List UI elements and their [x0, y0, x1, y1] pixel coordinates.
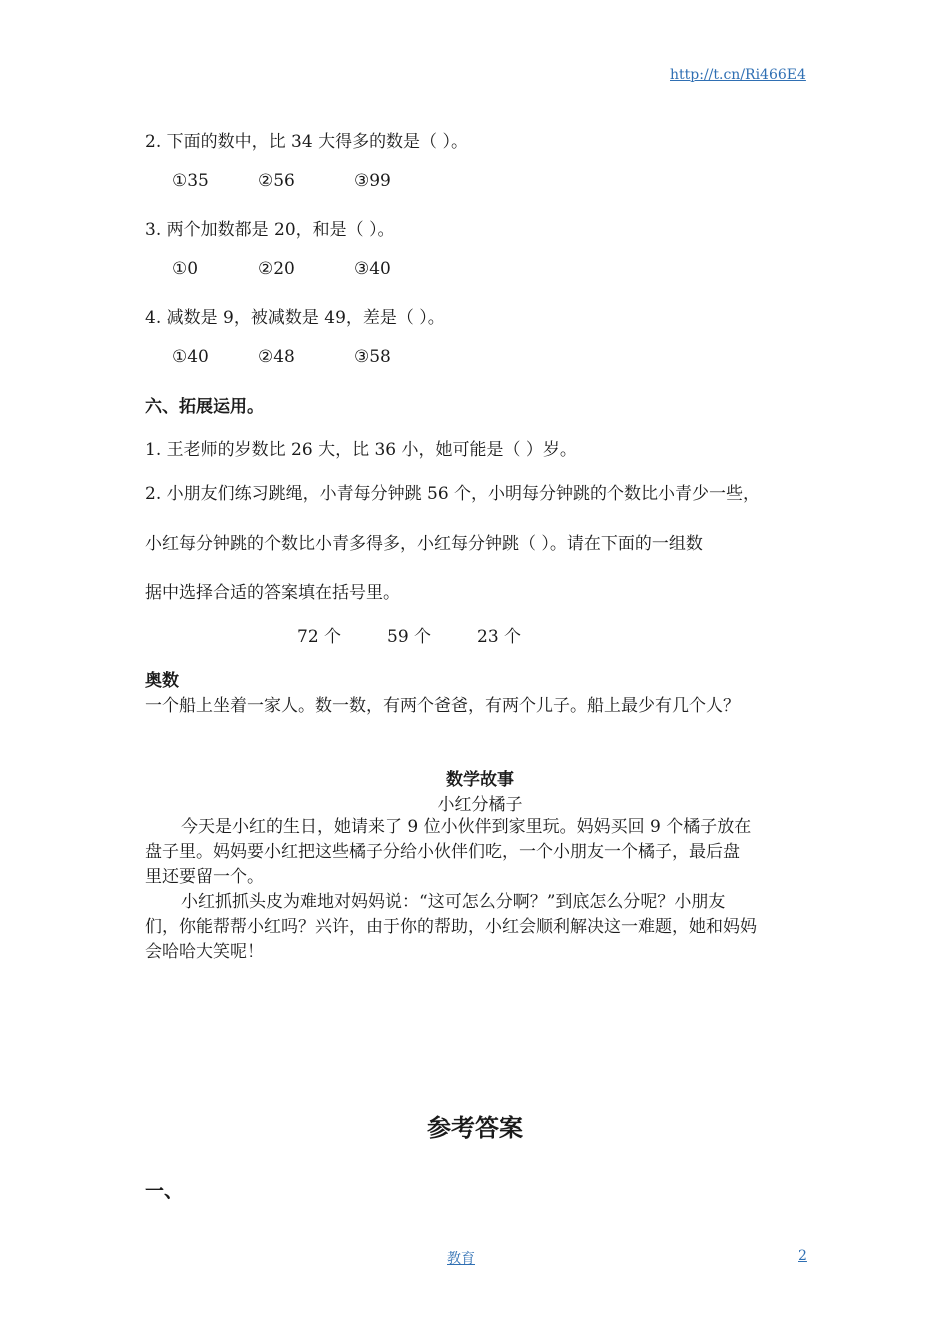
answers-section-1: 一、 [145, 1180, 184, 1202]
question-4-option-1: ①40 [172, 347, 209, 367]
story-line-1: 今天是小红的生日，她请来了 9 位小伙伴到家里玩。妈妈买回 9 个橘子放在 [181, 817, 752, 837]
footer-label-link[interactable]: 教育 [447, 1251, 475, 1267]
question-2-stem: 2. 下面的数中，比 34 大得多的数是（ ）。 [145, 132, 468, 152]
story-line-3: 里还要留一个。 [145, 867, 264, 887]
question-3-option-2: ②20 [258, 259, 295, 279]
section-6-option-2: 59 个 [387, 627, 432, 647]
question-3-stem: 3. 两个加数都是 20，和是（ ）。 [145, 220, 395, 240]
section-6-title: 六、拓展运用。 [145, 397, 264, 417]
question-4-stem: 4. 减数是 9，被减数是 49，差是（ ）。 [145, 308, 445, 328]
story-line-6: 会哈哈大笑呢！ [145, 942, 264, 962]
section-6-option-3: 23 个 [477, 627, 522, 647]
question-4-option-3: ③58 [354, 347, 391, 367]
story-line-2: 盘子里。妈妈要小红把这些橘子分给小伙伴们吃，一个小朋友一个橘子，最后盘 [145, 842, 740, 862]
story-line-5: 们，你能帮帮小红吗？兴许，由于你的帮助，小红会顺利解决这一难题，她和妈妈 [145, 917, 757, 937]
section-6-question-2-line-2: 小红每分钟跳的个数比小青多得多，小红每分钟跳（ ）。请在下面的一组数 [145, 534, 703, 554]
story-line-4: 小红抓抓头皮为难地对妈妈说：“这可怎么分啊？”到底怎么分呢？小朋友 [181, 892, 726, 912]
story-subtitle: 小红分橘子 [437, 795, 523, 815]
question-2-option-1: ①35 [172, 171, 209, 191]
question-3-option-1: ①0 [172, 259, 199, 279]
question-4-option-2: ②48 [258, 347, 295, 367]
section-6-question-2-line-1: 2. 小朋友们练习跳绳，小青每分钟跳 56 个，小明每分钟跳的个数比小青少一些， [145, 484, 761, 504]
section-6-question-2-line-3: 据中选择合适的答案填在括号里。 [145, 583, 400, 603]
section-6-option-1: 72 个 [297, 627, 342, 647]
olympiad-title: 奥数 [145, 671, 179, 691]
story-title: 数学故事 [446, 770, 514, 790]
question-3-option-3: ③40 [354, 259, 391, 279]
answers-title: 参考答案 [427, 1114, 523, 1142]
section-6-question-1: 1. 王老师的岁数比 26 大，比 36 小，她可能是（ ）岁。 [145, 440, 577, 460]
footer-page-number: 2 [798, 1248, 807, 1264]
question-2-option-3: ③99 [354, 171, 391, 191]
question-2-option-2: ②56 [258, 171, 295, 191]
olympiad-question: 一个船上坐着一家人。数一数，有两个爸爸，有两个儿子。船上最少有几个人？ [145, 696, 740, 716]
header-url-link[interactable]: http://t.cn/Ri466E4 [670, 67, 806, 83]
